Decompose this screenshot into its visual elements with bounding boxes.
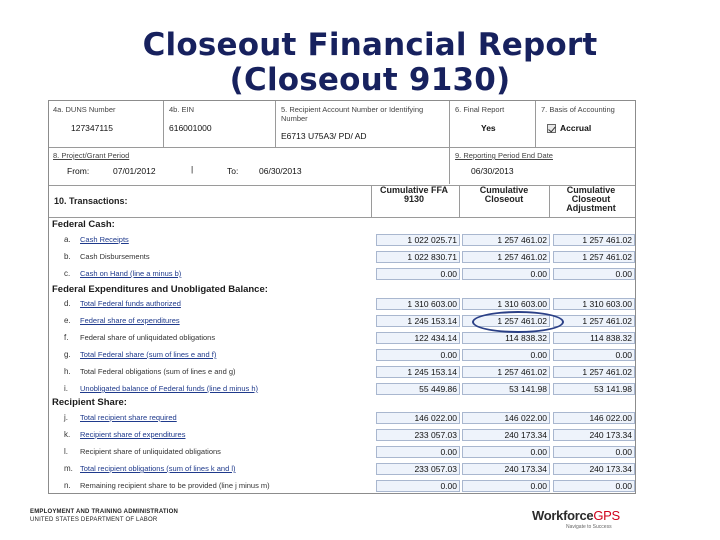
- value-cell[interactable]: 233 057.03: [376, 429, 460, 441]
- value-cell[interactable]: 240 173.34: [553, 429, 635, 441]
- value-cell[interactable]: 0.00: [462, 446, 550, 458]
- value-cell[interactable]: 0.00: [553, 446, 635, 458]
- value-cell[interactable]: 114 838.32: [462, 332, 550, 344]
- value-cell[interactable]: 114 838.32: [553, 332, 635, 344]
- grant-period-link[interactable]: 8. Project/Grant Period: [53, 151, 130, 160]
- value-cell[interactable]: 1 310 603.00: [376, 298, 460, 310]
- row-link[interactable]: Cash Receipts: [80, 235, 129, 244]
- agency-line-2: UNITED STATES DEPARTMENT OF LABOR: [30, 517, 158, 523]
- ein-value: 616001000: [169, 123, 212, 133]
- row-link[interactable]: Total Federal funds authorized: [80, 299, 181, 308]
- accrual-checkbox[interactable]: [547, 124, 556, 133]
- value-cell[interactable]: 1 257 461.02: [553, 234, 635, 246]
- table-row: i. Unobligated balance of Federal funds (line d minus h) 55 449.86 53 141.98 53 141.98: [50, 381, 634, 397]
- page-title: Closeout Financial Report (Closeout 9130): [142, 27, 598, 98]
- period-row: [49, 148, 635, 184]
- row-link[interactable]: Total Federal share (sum of lines e and f): [80, 350, 217, 359]
- highlight-ellipse: [472, 311, 564, 333]
- table-row: c. Cash on Hand (line a minus b) 0.00 0.00 0.00: [50, 266, 634, 282]
- final-report-label: 6. Final Report: [455, 105, 505, 114]
- value-cell[interactable]: 0.00: [376, 349, 460, 361]
- value-cell[interactable]: 122 434.14: [376, 332, 460, 344]
- section-recipient-share: Recipient Share:: [52, 397, 127, 408]
- from-date: 07/01/2012: [113, 166, 156, 176]
- row-link[interactable]: Recipient share of expenditures: [80, 430, 186, 439]
- value-cell[interactable]: 1 310 603.00: [462, 298, 550, 310]
- reporting-end-date-link[interactable]: 9. Reporting Period End Date: [455, 151, 553, 160]
- value-cell[interactable]: 0.00: [553, 349, 635, 361]
- value-cell[interactable]: 1 257 461.02: [553, 366, 635, 378]
- table-row: h. Total Federal obligations (sum of lines e and g) 1 245 153.14 1 257 461.02 1 257 461.02: [50, 364, 634, 380]
- value-cell[interactable]: 1 257 461.02: [462, 315, 550, 327]
- transactions-title: 10. Transactions:: [54, 196, 128, 206]
- col-header-ffa: Cumulative FFA 9130: [379, 185, 448, 204]
- value-cell[interactable]: 53 141.98: [462, 383, 550, 395]
- value-cell[interactable]: 55 449.86: [376, 383, 460, 395]
- to-date: 06/30/2013: [259, 166, 302, 176]
- accounting-basis-value: Accrual: [547, 123, 591, 133]
- report-header-row: [49, 101, 635, 147]
- accounting-basis-label: 7. Basis of Accounting: [541, 105, 615, 114]
- value-cell[interactable]: 146 022.00: [462, 412, 550, 424]
- value-cell[interactable]: 1 245 153.14: [376, 315, 460, 327]
- table-row: a. Cash Receipts 1 022 025.71 1 257 461.02 1 257 461.02: [50, 232, 634, 248]
- table-row: l. Recipient share of unliquidated obligations 0.00 0.00 0.00: [50, 444, 634, 460]
- agency-footer: [30, 508, 178, 524]
- period-separator: |: [191, 164, 194, 174]
- agency-line-1: EMPLOYMENT AND TRAINING ADMINISTRATION: [30, 509, 179, 515]
- table-row: b. Cash Disbursements 1 022 830.71 1 257 461.02 1 257 461.02: [50, 249, 634, 265]
- col-header-adjustment: Cumulative Closeout Adjustment: [566, 185, 616, 213]
- col-header-closeout: Cumulative Closeout: [479, 185, 529, 204]
- table-row: n. Remaining recipient share to be provided (line j minus m) 0.00 0.00 0.00: [50, 478, 634, 494]
- table-row: e. Federal share of expenditures 1 245 153.14 1 257 461.02 1 257 461.02: [50, 313, 634, 329]
- value-cell[interactable]: 1 257 461.02: [462, 366, 550, 378]
- value-cell[interactable]: 1 022 025.71: [376, 234, 460, 246]
- value-cell[interactable]: 233 057.03: [376, 463, 460, 475]
- duns-value: 127347115: [71, 123, 113, 133]
- value-cell[interactable]: 146 022.00: [553, 412, 635, 424]
- value-cell[interactable]: 1 257 461.02: [462, 251, 550, 263]
- value-cell[interactable]: 240 173.34: [462, 429, 550, 441]
- section-federal-expenditures: Federal Expenditures and Unobligated Balance:: [52, 284, 268, 295]
- value-cell[interactable]: 1 245 153.14: [376, 366, 460, 378]
- account-number-value: E6713 U75A3/ PD/ AD: [281, 131, 367, 141]
- section-federal-cash: Federal Cash:: [52, 219, 115, 230]
- value-cell[interactable]: 1 022 830.71: [376, 251, 460, 263]
- table-row: d. Total Federal funds authorized 1 310 603.00 1 310 603.00 1 310 603.00: [50, 296, 634, 312]
- value-cell[interactable]: 1 257 461.02: [462, 234, 550, 246]
- row-link[interactable]: Federal share of expenditures: [80, 316, 180, 325]
- final-report-value: Yes: [481, 123, 496, 133]
- table-row: j. Total recipient share required 146 022.00 146 022.00 146 022.00: [50, 410, 634, 426]
- table-row: f. Federal share of unliquidated obligations 122 434.14 114 838.32 114 838.32: [50, 330, 634, 346]
- from-label: From:: [67, 166, 90, 176]
- value-cell[interactable]: 0.00: [553, 268, 635, 280]
- value-cell[interactable]: 1 257 461.02: [553, 251, 635, 263]
- row-link[interactable]: Total recipient share required: [80, 413, 177, 422]
- workforcegps-logo: WorkforceGPS Navigate to Success: [532, 508, 620, 530]
- to-label: To:: [227, 166, 239, 176]
- value-cell[interactable]: 240 173.34: [553, 463, 635, 475]
- account-number-label: 5. Recipient Account Number or Identifying Number: [281, 105, 424, 123]
- value-cell[interactable]: 240 173.34: [462, 463, 550, 475]
- ein-label: 4b. EIN: [169, 105, 195, 114]
- table-row: m. Total recipient obligations (sum of lines k and l) 233 057.03 240 173.34 240 173.34: [50, 461, 634, 477]
- table-row: k. Recipient share of expenditures 233 057.03 240 173.34 240 173.34: [50, 427, 634, 443]
- value-cell[interactable]: 0.00: [462, 349, 550, 361]
- row-link[interactable]: Total recipient obligations (sum of lines k and l): [80, 464, 236, 473]
- row-link[interactable]: Unobligated balance of Federal funds (line d minus h): [80, 384, 259, 393]
- value-cell[interactable]: 1 257 461.02: [553, 315, 635, 327]
- value-cell[interactable]: 0.00: [376, 268, 460, 280]
- duns-label: 4a. DUNS Number: [53, 105, 116, 114]
- value-cell[interactable]: 53 141.98: [553, 383, 635, 395]
- table-row: g. Total Federal share (sum of lines e and f) 0.00 0.00 0.00: [50, 347, 634, 363]
- value-cell[interactable]: 1 310 603.00: [553, 298, 635, 310]
- value-cell[interactable]: 146 022.00: [376, 412, 460, 424]
- value-cell[interactable]: 0.00: [376, 480, 460, 492]
- value-cell[interactable]: 0.00: [376, 446, 460, 458]
- value-cell[interactable]: 0.00: [553, 480, 635, 492]
- row-link[interactable]: Cash on Hand (line a minus b): [80, 269, 182, 278]
- value-cell[interactable]: 0.00: [462, 480, 550, 492]
- value-cell[interactable]: 0.00: [462, 268, 550, 280]
- reporting-end-date-value: 06/30/2013: [471, 166, 514, 176]
